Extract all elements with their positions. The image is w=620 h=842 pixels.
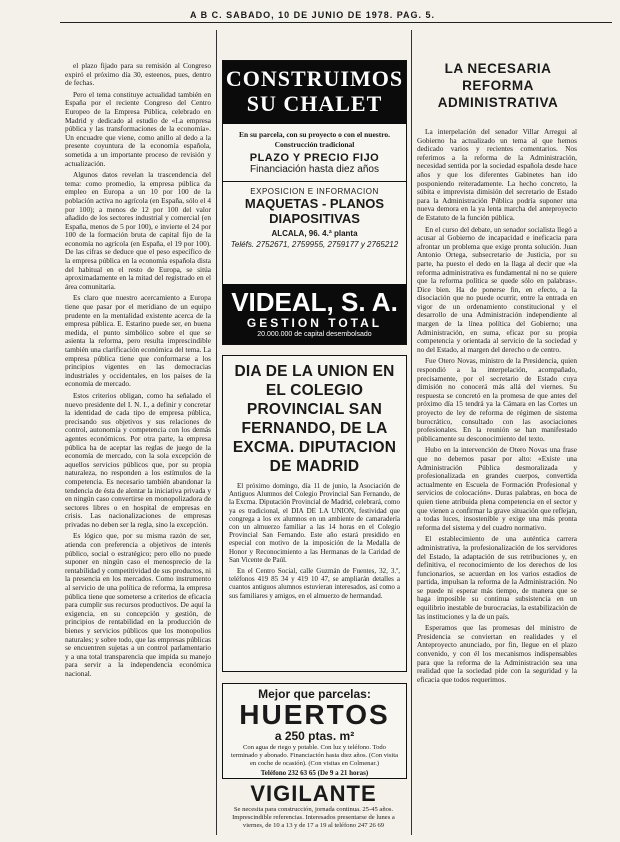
chalet-line2: PLAZO Y PRECIO FIJO [249,152,380,164]
chalet-phones: Teléfs. 2752671, 2759955, 2759177 y 2765212 [230,240,399,249]
article-paragraph: La interpelación del senador Villar Arregui al Gobierno ha actualizado un tema al que hemos dedicado varios y recientes comentarios. Nos referimos a la reforma de la Administración, necesidad sentida por la sociedad española desde hace años y que los diferentes Gabinetes han ido posponiendo reiteradamente. La hecho concreto, la súbita e imprevista dimisión del secretario de Estado para la Administración Pública podría suponer una nueva demora en la ya lenta marcha del anteproyecto de Estatuto de la función pública. [417,128,577,222]
article-paragraph: Hubo en la intervención de Otero Novas una frase que no debemos pasar por alto: «Existe una Administración Pública desmoralizada y profesionalizada en grandes cuerpos, convertida actualmente en Escuela de Formación Profesional y servicios de colocación». Duras palabras, en boca de quien tiene atribuida plena competencia en el sector y que vienen a confirmar la grave situación que reflejan, a todas luces, insostenible y exige una más pronta reforma del sistema y del cuadro normativo. [417,445,577,532]
huertos-phone: Teléfono 232 63 65 (De 9 a 21 horas) [260,769,369,777]
chalet-expo: EXPOSICION E INFORMACION [250,187,379,196]
huertos-text: Con agua de riego y potable. Con luz y teléfono. Todo terminado y abonado. Financiación hasta diez años. (Con visita en coche de ocasión). (Con visitas en Colmenar.) [231,744,398,767]
page-header: A B C. SABADO, 10 DE JUNIO DE 1978. PAG. 5. [190,10,436,20]
vigilante-headline: VIGILANTE [250,782,377,806]
left-article-column [65,62,211,827]
vigilante-text: Se necesita para construcción, jornada continua. 25-45 años. Imprescindible referencias. Interesados presentarse de lunes a viernes, de 10 a 13 y de 17 a 19 al teléfono 247 26 69 [232,806,395,829]
chalet-separator [223,181,406,182]
chalet-address: ALCALA, 96. 4.ª planta [271,229,358,238]
article-paragraph: Estos criterios obligan, como ha señalado el nuevo presidente del I. N. I., a definir y concretar la identidad de cada tipo de empresa pública, precisando sus objetivos y sus relaciones de control, autonomía y competencia con los demás agentes económicos. Por otra parte, la empresa pública ha de aceptar las reglas de juego de la economía de mercado, con la sola excepción de aquellos servicios públicos que, por su propia naturaleza, no responden a los estímulos de la competencia. Es necesario también abandonar la tendencia de ésta de alentar la iniciativa privada y en ningún caso convertirse en monopolizadora de sectores libres o en hospital de empresas en crisis. Las nacionalizaciones de empresas privadas no deben ser la regla, sino la excepción. [65,390,211,529]
header-rule [60,22,612,23]
union-body [223,482,406,600]
chalet-line1: En su parcela, con su proyecto o con el nuestro. Construcción tradicional [238,130,391,149]
videal-banner [223,284,406,344]
huertos-headline: HUERTOS [239,699,390,730]
vigilante-advertisement [222,782,405,834]
column-divider [411,30,412,835]
union-paragraph: El próximo domingo, día 11 de junio, la Asociación de Antiguos Alumnos del Colegio Provincial San Fernando, de la Excma. Diputación Provincial de Madrid, celebrará, como ya es tradicional, el DIA DE LA UNION, festividad que congrega a los ex alumnos en un ambiente de camaradería con un almuerzo familiar a las 14 horas en el Colegio Provincial San Fernando. Este año estará presidido en especial con motivo de la imposición de la Medalla de Honor y Reconocimiento a las Hermanas de la Caridad de San Vicente de Paúl. [229,482,400,564]
article-paragraph: Esperamos que las promesas del ministro de Presidencia se conviertan en realidades y el Anteproyecto anunciado, por fin, llegue en el plazo convenido, y con él los mecanismos indispensables para que la reforma de la Administración sea una realidad que la sociedad pide con la seguridad y la eficacia que todos requerimos. [417,623,577,684]
right-article-column [417,128,577,828]
union-title: DIA DE LA UNION EN EL COLEGIO PROVINCIAL SAN FERNANDO, DE LA EXCMA. DIPUTACION DE MADRID [232,363,397,475]
huertos-pre: Mejor que parcelas: [258,687,371,701]
article-paragraph: En el curso del debate, un senador socialista llegó a acusar al Gobierno de incapacidad e ineficacia para afrontar un problema que exige pronta solución. Juan Antonio Ortega, subsecretario de Justicia, por su parte, ha puesto el dedo en la llaga al decir que «la reforma administrativa es fundamental ni no se quiere que la reforma política se quede sólo en palabras». Dice bien. Ha de ponerse fin, en efecto, a la disociación que no puede ocurrir, entre la entrada en vigor de un ordenamiento constitucional y el desarrollo de una Administración independiente al margen de la línea política del Gobierno; una Administración, en suma, eficaz por su propia competencia y orientada al servicio de la sociedad y no del Estado, al margen del derecho o de centro. [417,224,577,354]
chalet-advertisement [222,60,407,345]
union-paragraph: En el Centro Social, calle Guzmán de Fuentes, 32, 3.º, teléfonos 419 85 34 y 419 10 47, se ampliarán detalles a cuantos antiguos alumnos estuvieran interesados, así como a sus familiares y amigos, en el almuerzo de hermandad. [229,567,400,600]
article-paragraph: Algunos datos revelan la trascendencia del tema: como promedio, la empresa pública da empleo en Europa a un 10 por 100 de la población activa no agrícola (en España, sólo el 4 por 100); a menos de 12 por 100 del valor añadido de los sectores industrial y comercial (en España, menos de 5 por 100), e invierte el 24 por 100 de la formación bruta de capital fijo de la economía no agrícola (en España, el 19 por 100). De las cifras se deduce que el peso específico de la empresa pública en la economía española dista del habitual en el resto de Europa, se sitúa aproximadamente en la mitad del registrado en el área comunitaria. [65,170,211,291]
union-notice [222,355,407,672]
column-divider [216,30,217,835]
chalet-headline: CONSTRUIMOS SU CHALET [223,61,406,124]
article-paragraph: Fue Otero Novas, ministro de la Presidencia, quien respondió a la interpelación, acompañado, precisamente, por el secretario de Estado cuya dimisión no conocerá más allá del viernes. Su respuesta se concretó en la promesa de que antes del próximo día 15 tendrá ya la Cámara en las Cortes un proyecto de ley de reforma de régimen de sistema burocrático, consultado con las asociaciones profesionales. En la reunión se han manifestado públicamente su desconocimiento del texto. [417,356,577,443]
huertos-advertisement [222,683,407,779]
huertos-price: a 250 ptas. m² [274,729,355,743]
article-paragraph: Es claro que nuestro acercamiento a Europa tiene que pasar por el meridiano de un equipo prudente en la mentalidad existente acerca de la empresa pública. E. Estarino puede ser, en buena medida, el punto simbólico sobre el que se asienta la reforma, pero resulta imprescindible también una clarificación económica del tema. La empresa pública tiene que conformarse a los principios vigentes en las democracias industriales y occidentales, en los países de la economía de mercado. [65,293,211,389]
article-paragraph: el plazo fijado para su remisión al Congreso expiró el próximo día 30, esteenos, pues, dentro de fechas. [65,62,211,88]
article-paragraph: Pero el tema constituye actualidad también en España por el reciente Congreso del Centro Europeo de la Empresa Pública, celebrado en Madrid y dedicado al estudio de «La empresa pública y las transformaciones de la economía». Un encuadre que viene, como anillo al dedo a la presente coyuntura de la economía española, sometida a un importante proceso de revisión y actualización. [65,89,211,168]
article-paragraph: Es lógico que, por su misma razón de ser, atienda con preferencia a objetivos de interés público, social o estratégico; pero ello no puede suponer en ningún caso el menosprecio de la rentabilidad y competitividad de sus productos, ni la presencia en los mercados. Como instrumento al servicio de una política de reforma, la empresa pública tiene que someterse a criterios de eficacia para cumplir sus recursos productivos. De aquí la exigencia, en su concepción y gestión, de principios de rentabilidad en la producción de bienes y servicios públicos que los monopolios naturales; y sobre todo, que las empresas públicas se encuentren sujetas a un control parlamentario y a una total transparencia que impida su manejo para servir a la independencia económica nacional. [65,531,211,678]
chalet-line3: Financiación hasta diez años [250,164,379,175]
chalet-maquetas: MAQUETAS - PLANOS DIAPOSITIVAS [244,196,385,226]
videal-gestion: GESTION TOTAL [246,316,383,330]
article-paragraph: El establecimiento de una auténtica carrera administrativa, la profesionalización de los servidores del Estado, la adaptación de sus retribuciones y, en definitiva, el reconocimiento de los derechos de los funcionarios, se acuerdan en los varios estadios de partida, impulsan la reforma de la Administración. No se puede ni esperar más tiempo, de manera que se haga imposible su continua subsistencia en un equilibrio inestable de burocracias, la estabilización de las instituciones y la de un país. [417,534,577,621]
videal-capital: 20.000.000 de capital desembolsado [257,331,372,338]
videal-company: VIDEAL, S. A. [231,287,398,317]
right-article-title: LA NECESARIA REFORMA ADMINISTRATIVA [437,61,559,110]
